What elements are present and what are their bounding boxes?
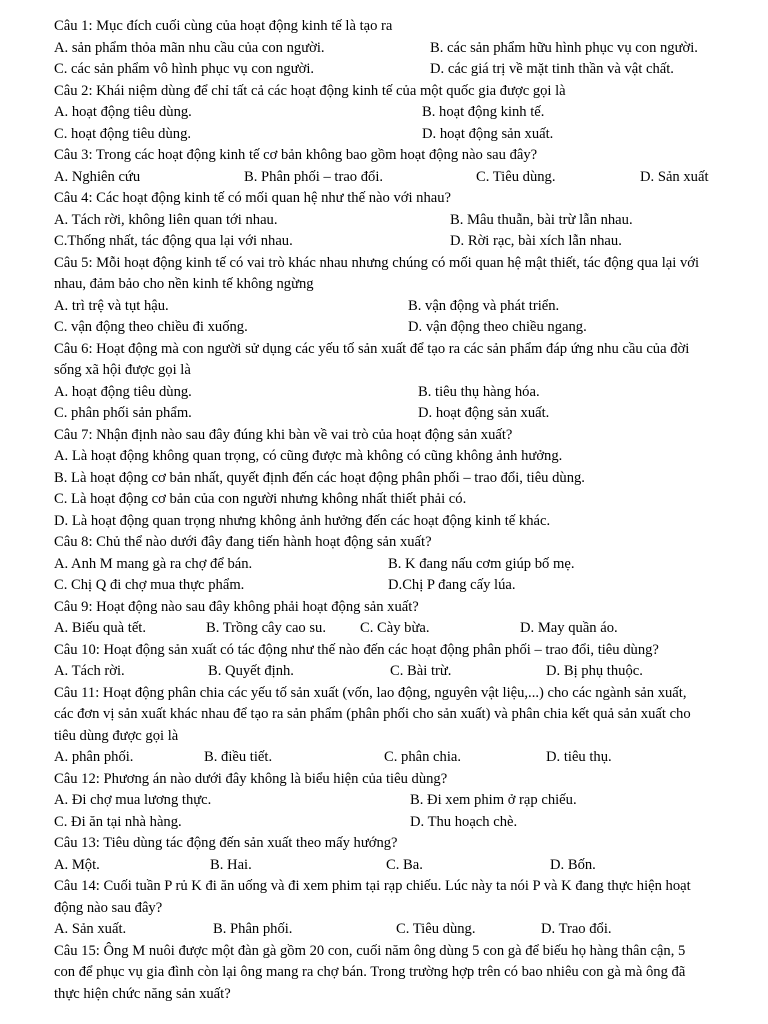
answer-row (54, 661, 754, 683)
answer-option: D. Bị phụ thuộc. (546, 663, 643, 679)
answer-option: D. hoạt động sản xuất. (418, 405, 550, 421)
answer-option: A. Nghiên cứu (54, 168, 141, 185)
answer-option: C. Chị Q đi chợ mua thực phẩm. (54, 577, 245, 593)
answer-option: D. Trao đổi. (541, 921, 612, 937)
answer-row (54, 855, 754, 877)
answer-option: A. Anh M mang gà ra chợ để bán. (54, 555, 253, 572)
answer-option: D. Bốn. (550, 856, 596, 873)
answer-option: C. Bài trừ. (390, 663, 452, 679)
answer-row (54, 812, 754, 834)
question-sheet (54, 16, 754, 1005)
answer-option: B. Quyết định. (208, 663, 294, 679)
answer-option: C. phân phối sản phẩm. (54, 405, 192, 421)
answer-option: D. Thu hoạch chè. (410, 813, 518, 830)
answer-option: A. Tách rời. (54, 663, 125, 679)
answer-row (54, 231, 754, 253)
question-7 (54, 425, 754, 533)
answer-option: D. Sản xuất (640, 168, 709, 185)
question-2 (54, 81, 754, 146)
answer-option: B. các sản phẩm hữu hình phục vụ con người. (430, 39, 698, 56)
answer-option: A. phân phối. (54, 749, 134, 765)
answer-row (54, 618, 754, 640)
answer-row (54, 403, 754, 425)
answer-option: C. Cày bừa. (360, 620, 430, 636)
question-stem-line: Câu 11: Hoạt động phân chia các yếu tố sản xuất (vốn, lao động, nguyên vật liệu,...) cho các ngành sản xuất, (54, 684, 687, 701)
question-stem-line: Câu 5: Mỗi hoạt động kinh tế có vai trò khác nhau nhưng chúng có mối quan hệ mật thiết, tác động qua lại với (54, 254, 700, 271)
answer-option: C. Tiêu dùng. (476, 168, 556, 185)
answer-row (54, 102, 754, 124)
question-10 (54, 640, 754, 683)
answer-option: B. Trồng cây cao su. (206, 620, 326, 636)
answer-option: D. Rời rạc, bài xích lẫn nhau. (450, 233, 622, 249)
answer-row (54, 59, 754, 81)
answer-option: B. Là hoạt động cơ bản nhất, quyết định đến các hoạt động phân phối – trao đổi, tiêu dùng. (54, 469, 585, 486)
question-stem-line: con để phục vụ gia đình còn lại ông mang ra chợ bán. Trong trường hợp trên có bao nhiêu con gà mà ông đã (54, 964, 686, 980)
question-stem-line: động nào sau đây? (54, 899, 163, 916)
question-9 (54, 597, 754, 640)
question-6 (54, 339, 754, 425)
question-12 (54, 769, 754, 834)
answer-option: C. hoạt động tiêu dùng. (54, 125, 192, 142)
answer-option: A. Đi chợ mua lương thực. (54, 792, 212, 808)
answer-option: C. các sản phẩm vô hình phục vụ con người. (54, 61, 315, 77)
answer-option: B. Mâu thuẫn, bài trừ lẫn nhau. (450, 211, 633, 228)
answer-option: A. Tách rời, không liên quan tới nhau. (54, 211, 278, 228)
question-stem: Câu 4: Các hoạt động kinh tế có mối quan hệ như thế nào với nhau? (54, 190, 452, 206)
answer-row (54, 382, 754, 404)
answer-option: D. May quần áo. (520, 620, 618, 636)
question-stem-line: Câu 6: Hoạt động mà con người sử dụng các yếu tố sản xuất để tạo ra các sản phẩm đáp ứng nhu cầu của đời (54, 340, 690, 357)
answer-row (54, 210, 754, 232)
question-stem-line: thực hiện chức năng sản xuất? (54, 985, 231, 1002)
answer-row (54, 790, 754, 812)
answer-option: A. Sản xuất. (54, 921, 127, 937)
answer-option: D. hoạt động sản xuất. (422, 125, 554, 142)
question-stem-line: nhau, đảm bảo cho nền kinh tế không ngừng (54, 276, 314, 292)
answer-option: A. Là hoạt động không quan trọng, có cũng được mà không có cũng không ảnh hưởng. (54, 448, 563, 464)
answer-option: B. hoạt động kinh tế. (422, 104, 545, 120)
question-stem-line: Câu 15: Ông M nuôi được một đàn gà gồm 20 con, cuối năm ông dùng 5 con gà để biếu họ hàng thân cận, 5 (54, 942, 686, 959)
answer-row (54, 124, 754, 146)
question-stem: Câu 7: Nhận định nào sau đây đúng khi bàn về vai trò của hoạt động sản xuất? (54, 426, 513, 443)
answer-option: B. tiêu thụ hàng hóa. (418, 383, 540, 400)
question-11 (54, 683, 754, 769)
answer-option: C. Là hoạt động cơ bản của con người nhưng không nhất thiết phải có. (54, 491, 467, 507)
answer-option: C. vận động theo chiều đi xuống. (54, 319, 248, 335)
question-stem-line: tiêu dùng được gọi là (54, 727, 179, 744)
answer-option: B. vận động và phát triển. (408, 297, 560, 314)
question-15 (54, 941, 754, 1006)
question-14 (54, 876, 754, 941)
answer-option: D.Chị P đang cấy lúa. (388, 577, 516, 593)
question-stem: Câu 13: Tiêu dùng tác động đến sản xuất theo mấy hướng? (54, 835, 398, 851)
answer-row (54, 575, 754, 597)
question-stem: Câu 12: Phương án nào dưới đây không là biểu hiện của tiêu dùng? (54, 770, 448, 787)
answer-option: B. Phân phối. (213, 921, 293, 937)
answer-option: A. Biếu quà tết. (54, 620, 147, 636)
answer-option: A. Một. (54, 856, 100, 873)
answer-row (54, 38, 754, 60)
answer-option: A. trì trệ và tụt hậu. (54, 297, 169, 314)
answer-option: D. các giá trị về mặt tinh thần và vật chất. (430, 61, 674, 77)
answer-option: B. điều tiết. (204, 749, 273, 765)
question-stem: Câu 2: Khái niệm dùng để chỉ tất cả các hoạt động kinh tế của một quốc gia được gọi là (54, 82, 566, 99)
question-4 (54, 188, 754, 253)
answer-option: A. sản phẩm thỏa mãn nhu cầu của con người. (54, 39, 325, 56)
answer-row (54, 296, 754, 318)
answer-option: C. Tiêu dùng. (396, 921, 476, 937)
question-5 (54, 253, 754, 339)
answer-row (54, 747, 754, 769)
question-stem-line: Câu 14: Cuối tuần P rủ K đi ăn uống và đi xem phim tại rạp chiếu. Lúc này ta nói P và K đang thực hiện hoạt (54, 878, 691, 894)
question-1 (54, 16, 754, 81)
answer-row (54, 167, 754, 189)
question-stem-line: sống xã hội được gọi là (54, 362, 191, 378)
question-stem: Câu 3: Trong các hoạt động kinh tế cơ bản không bao gồm hoạt động nào sau đây? (54, 147, 538, 163)
answer-option: C.Thống nhất, tác động qua lại với nhau. (54, 233, 293, 249)
answer-row (54, 317, 754, 339)
answer-option: C. Đi ăn tại nhà hàng. (54, 813, 182, 830)
answer-option: B. Phân phối – trao đổi. (244, 168, 384, 185)
answer-row (54, 554, 754, 576)
answer-option: B. Hai. (210, 856, 252, 873)
answer-row (54, 919, 754, 941)
question-13 (54, 833, 754, 876)
question-stem: Câu 10: Hoạt động sản xuất có tác động như thế nào đến các hoạt động phân phối – trao đổi, tiêu dùng? (54, 641, 659, 658)
answer-option: A. hoạt động tiêu dùng. (54, 104, 192, 120)
answer-option: C. phân chia. (384, 749, 462, 765)
question-stem-line: các đơn vị sản xuất khác nhau để tạo ra sản phẩm (phân phối cho sản xuất) và phân chia kết quả sản xuất cho (54, 706, 691, 722)
answer-option: D. tiêu thụ. (546, 749, 612, 765)
answer-option: B. K đang nấu cơm giúp bố mẹ. (388, 555, 575, 572)
answer-option: A. hoạt động tiêu dùng. (54, 383, 192, 400)
answer-option: B. Đi xem phim ở rạp chiếu. (410, 792, 577, 808)
answer-option: C. Ba. (386, 856, 423, 873)
question-stem: Câu 1: Mục đích cuối cùng của hoạt động kinh tế là tạo ra (54, 18, 393, 34)
answer-option: D. vận động theo chiều ngang. (408, 319, 587, 335)
answer-option: D. Là hoạt động quan trọng nhưng không ảnh hưởng đến các hoạt động kinh tế khác. (54, 512, 551, 529)
question-stem: Câu 9: Hoạt động nào sau đây không phải hoạt động sản xuất? (54, 598, 419, 615)
question-8 (54, 532, 754, 597)
question-stem: Câu 8: Chủ thể nào dưới đây đang tiến hành hoạt động sản xuất? (54, 534, 432, 550)
question-3 (54, 145, 754, 188)
